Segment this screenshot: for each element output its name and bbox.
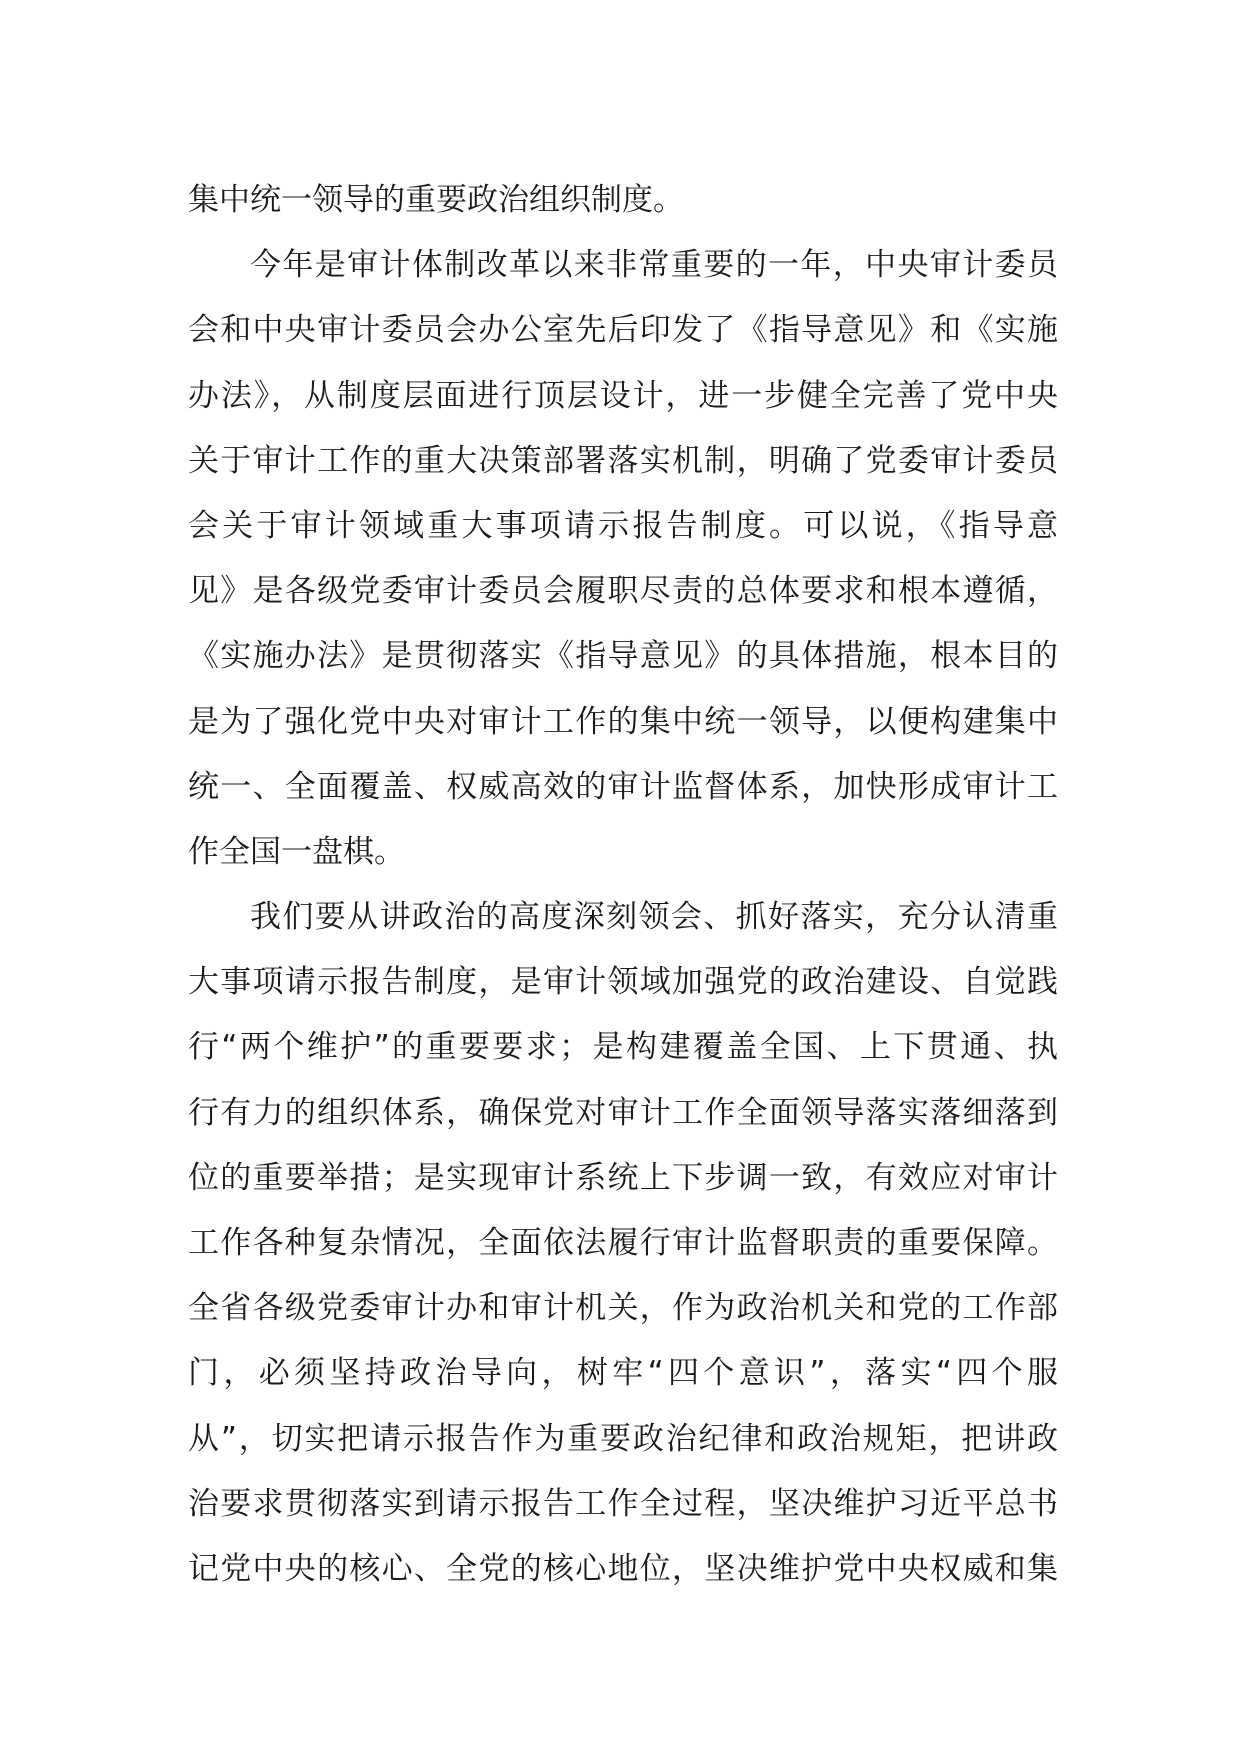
text-line: 我们要从讲政治的高度深刻领会、抓好落实，充分认清重 <box>250 899 1058 936</box>
text-line: 行有力的组织体系，确保党对审计工作全面领导落实落细落到 <box>188 1094 1058 1131</box>
text-line: 行“两个维护”的重要要求；是构建覆盖全国、上下贯通、执 <box>188 1029 1058 1066</box>
text-line: 大事项请示报告制度，是审计领域加强党的政治建设、自觉践 <box>188 964 1058 1001</box>
text-line: 统一、全面覆盖、权威高效的审计监督体系，加快形成审计工 <box>188 768 1058 805</box>
text-line: 集中统一领导的重要政治组织制度。 <box>188 182 684 218</box>
text-line: 今年是审计体制改革以来非常重要的一年，中央审计委员 <box>250 247 1058 284</box>
text-line: 是为了强化党中央对审计工作的集中统一领导，以便构建集中 <box>188 703 1058 740</box>
text-line: 关于审计工作的重大决策部署落实机制，明确了党委审计委员 <box>188 442 1058 479</box>
text-line: 全省各级党委审计办和审计机关，作为政治机关和党的工作部 <box>188 1290 1058 1327</box>
text-line: 会关于审计领域重大事项请示报告制度。可以说，《指导意 <box>188 507 1058 544</box>
text-line: 会和中央审计委员会办公室先后印发了《指导意见》和《实施 <box>188 312 1058 349</box>
text-line: 治要求贯彻落实到请示报告工作全过程，坚决维护习近平总书 <box>188 1485 1058 1522</box>
text-line: 工作各种复杂情况，全面依法履行审计监督职责的重要保障。 <box>188 1225 1058 1261</box>
text-line: 从”，切实把请示报告作为重要政治纪律和政治规矩，把讲政 <box>188 1420 1058 1457</box>
body-text <box>188 168 1058 1602</box>
text-line: 门，必须坚持政治导向，树牢“四个意识”，落实“四个服 <box>188 1355 1058 1392</box>
text-line: 记党中央的核心、全党的核心地位，坚决维护党中央权威和集 <box>188 1550 1058 1587</box>
text-line: 作全国一盘棋。 <box>188 833 405 870</box>
text-line: 见》是各级党委审计委员会履职尽责的总体要求和根本遵循， <box>188 573 1058 610</box>
text-line: 《实施办法》是贯彻落实《指导意见》的具体措施，根本目的 <box>188 638 1058 675</box>
text-line: 办法》，从制度层面进行顶层设计，进一步健全完善了党中央 <box>188 377 1058 414</box>
text-line: 位的重要举措；是实现审计系统上下步调一致，有效应对审计 <box>188 1159 1058 1196</box>
